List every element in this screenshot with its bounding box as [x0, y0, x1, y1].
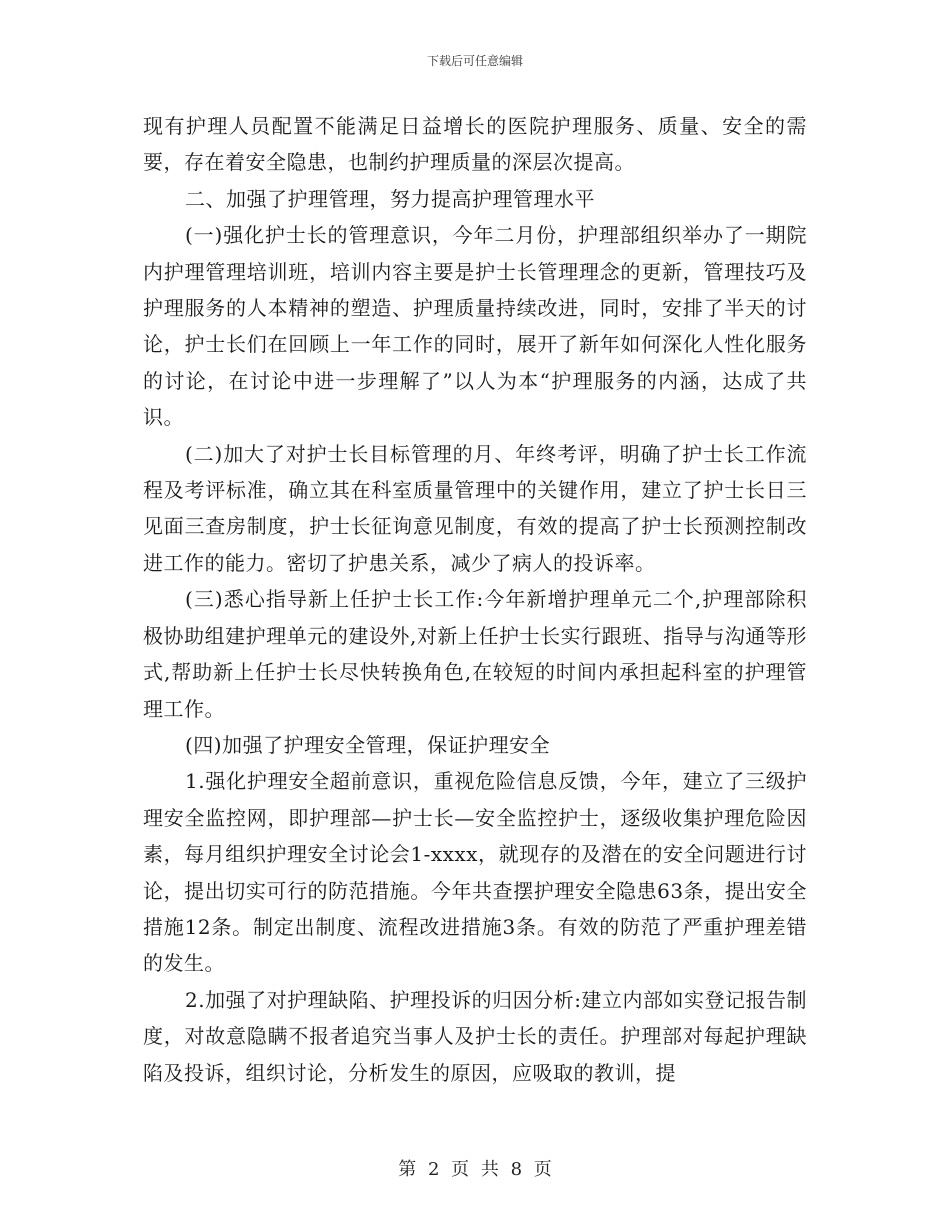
- paragraph: 1.强化护理安全超前意识，重视危险信息反馈，今年，建立了三级护理安全监控网，即护理部—护士长—安全监控护士，逐级收集护理危险因素，每月组织护理安全讨论会1-xxxx，就现存的及潜在的安全问题进行讨论，提出切实可行的防范措施。今年共查摆护理安全隐患63条，提出安全措施12条。制定出制度、流程改进措施3条。有效的防范了严重护理差错的发生。: [143, 769, 807, 976]
- paragraph: (二)加大了对护士长目标管理的月、年终考评，明确了护士长工作流程及考评标准，确立其在科室质量管理中的关键作用，建立了护士长日三见面三查房制度，护士长征询意见制度，有效的提高了护士长预测控制改进工作的能力。密切了护患关系，减少了病人的投诉率。: [143, 441, 807, 575]
- section-heading: 二、加强了护理管理，努力提高护理管理水平: [185, 186, 595, 211]
- paragraph: (一)强化护士长的管理意识，今年二月份，护理部组织举办了一期院内护理管理培训班，培训内容主要是护士长管理理念的更新，管理技巧及护理服务的人本精神的塑造、护理质量持续改进，同时，安排了半天的讨论，护士长们在回顾上一年工作的同时，展开了新年如何深化人性化服务的讨论，在讨论中进一步理解了”以人为本“护理服务的内涵，达成了共识。: [143, 223, 807, 430]
- document-body: [143, 108, 807, 1091]
- page-footer: 第 2 页 共 8 页: [398, 1159, 552, 1180]
- paragraph: 2.加强了对护理缺陷、护理投诉的归因分析:建立内部如实登记报告制度，对故意隐瞒不报者追究当事人及护士长的责任。护理部对每起护理缺陷及投诉，组织讨论，分析发生的原因，应吸取的教训，提: [143, 987, 807, 1085]
- page-header: 下载后可任意编辑: [426, 54, 523, 68]
- paragraph: (三)悉心指导新上任护士长工作:今年新增护理单元二个,护理部除积极协助组建护理单元的建设外,对新上任护士长实行跟班、指导与沟通等形式,帮助新上任护士长尽快转换角色,在较短的时间内承担起科室的护理管理工作。: [143, 587, 807, 721]
- subsection-heading: (四)加强了护理安全管理，保证护理安全: [185, 732, 551, 757]
- paragraph: 现有护理人员配置不能满足日益增长的医院护理服务、质量、安全的需要，存在着安全隐患，也制约护理质量的深层次提高。: [143, 114, 807, 175]
